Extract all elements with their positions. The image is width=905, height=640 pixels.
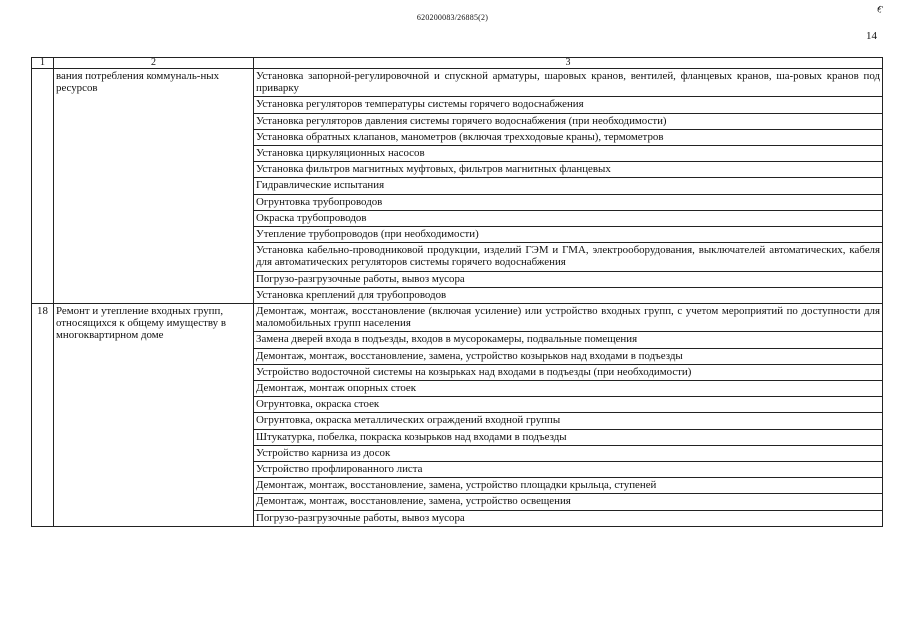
row-number xyxy=(32,69,54,304)
work-item: Установка циркуляционных насосов xyxy=(254,146,883,162)
work-item: Демонтаж, монтаж, восстановление, замена, устройство освещения xyxy=(254,494,883,510)
work-item: Установка креплений для трубопроводов xyxy=(254,287,883,303)
work-item: Установка регуляторов давления системы горячего водоснабжения (при необходимости) xyxy=(254,113,883,129)
works-table xyxy=(31,57,883,527)
page-number: 14 xyxy=(866,30,877,42)
work-item: Устройство профлированного листа xyxy=(254,462,883,478)
work-item: Окраска трубопроводов xyxy=(254,210,883,226)
table-header-row xyxy=(32,58,883,69)
work-item: Установка кабельно-проводниковой продукции, изделий ГЭМ и ГМА, электрооборудования, выключателей автоматических, кабеля для автоматических регуляторов системы горячего водоснабжения xyxy=(254,243,883,271)
work-item: Демонтаж, монтаж опорных стоек xyxy=(254,381,883,397)
work-item: Штукатурка, побелка, покраска козырьков над входами в подъезды xyxy=(254,429,883,445)
column-header-3: 3 xyxy=(254,58,883,69)
work-item: Огрунтовка, окраска стоек xyxy=(254,397,883,413)
work-item: Огрунтовка, окраска металлических ограждений входной группы xyxy=(254,413,883,429)
work-item: Устройство карниза из досок xyxy=(254,445,883,461)
work-item: Замена дверей входа в подъезды, входов в мусорокамеры, подвальные помещения xyxy=(254,332,883,348)
work-item: Погрузо-разгрузочные работы, вывоз мусора xyxy=(254,510,883,526)
work-item: Погрузо-разгрузочные работы, вывоз мусора xyxy=(254,271,883,287)
table-row xyxy=(32,69,883,97)
work-item: Установка фильтров магнитных муфтовых, фильтров магнитных фланцевых xyxy=(254,162,883,178)
work-item: Гидравлические испытания xyxy=(254,178,883,194)
document-id: 620200083/26885(2) xyxy=(416,13,489,22)
work-item: Устройство водосточной системы на козырьках над входами в подъезды (при необходимости) xyxy=(254,364,883,380)
work-item: Демонтаж, монтаж, восстановление, замена, устройство площадки крыльца, ступеней xyxy=(254,478,883,494)
column-header-1: 1 xyxy=(32,58,54,69)
work-type-name: Ремонт и утепление входных групп, относящихся к общему имуществу в многоквартирном доме xyxy=(54,304,254,527)
work-item: Огрунтовка трубопроводов xyxy=(254,194,883,210)
table-row xyxy=(32,304,883,332)
work-item: Установка обратных клапанов, манометров (включая трехходовые краны), термометров xyxy=(254,129,883,145)
corner-handwritten-mark: € xyxy=(874,3,885,16)
row-number: 18 xyxy=(32,304,54,527)
work-item: Установка запорной-регулировочной и спускной арматуры, шаровых кранов, вентилей, фланцевых кранов, ша-ровых кранов под приварку xyxy=(254,69,883,97)
work-item: Установка регуляторов температуры системы горячего водоснабжения xyxy=(254,97,883,113)
work-item: Демонтаж, монтаж, восстановление, замена, устройство козырьков над входами в подъезды xyxy=(254,348,883,364)
column-header-2: 2 xyxy=(54,58,254,69)
work-item: Демонтаж, монтаж, восстановление (включая усиление) или устройство входных групп, с учетом мероприятий по доступности для маломобильных групп населения xyxy=(254,304,883,332)
work-item: Утепление трубопроводов (при необходимости) xyxy=(254,227,883,243)
work-type-name: вания потребления коммуналь-ных ресурсов xyxy=(54,69,254,304)
